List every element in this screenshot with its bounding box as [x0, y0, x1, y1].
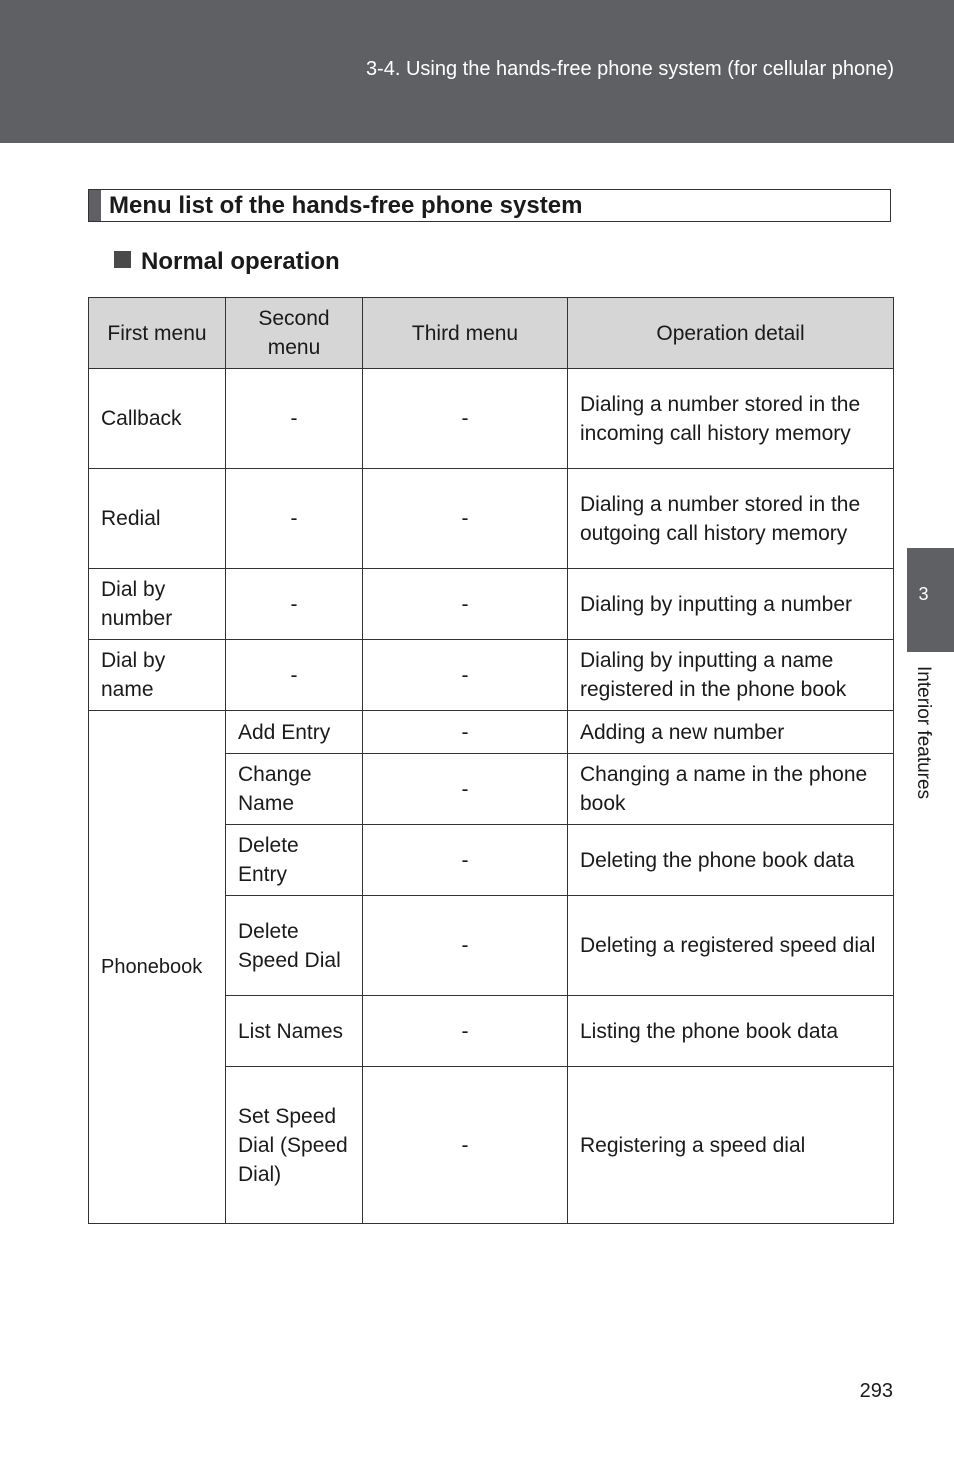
third-menu-cell: - [363, 640, 568, 711]
column-header-operation-detail: Operation detail [568, 298, 894, 369]
operation-detail-cell: Adding a new number [568, 711, 894, 754]
operation-detail-cell: Dialing a number stored in the outgoing call history memory [568, 469, 894, 569]
first-menu-cell: Callback [89, 369, 226, 469]
column-header-third-menu: Third menu [363, 298, 568, 369]
operation-detail-cell: Deleting the phone book data [568, 825, 894, 896]
first-menu-cell: Dial by number [89, 569, 226, 640]
second-menu-cell: Change Name [226, 754, 363, 825]
second-menu-cell: List Names [226, 996, 363, 1067]
third-menu-cell: - [363, 1067, 568, 1224]
table-row [89, 711, 894, 754]
first-menu-cell-phonebook: Phonebook [89, 711, 226, 1224]
third-menu-cell: - [363, 825, 568, 896]
section-heading-box [88, 189, 891, 222]
column-header-first-menu: First menu [89, 298, 226, 369]
second-menu-cell: Set Speed Dial (Speed Dial) [226, 1067, 363, 1224]
second-menu-cell: Delete Speed Dial [226, 896, 363, 996]
square-bullet-icon [114, 251, 131, 268]
operation-detail-cell: Registering a speed dial [568, 1067, 894, 1224]
chapter-number: 3 [918, 584, 929, 604]
table-row [89, 569, 894, 640]
second-menu-cell: - [226, 469, 363, 569]
section-title: Menu list of the hands-free phone system [109, 192, 583, 219]
chapter-tab-label: Interior features [913, 666, 934, 800]
operation-detail-cell: Dialing by inputting a name registered in the phone book [568, 640, 894, 711]
third-menu-cell: - [363, 369, 568, 469]
third-menu-cell: - [363, 996, 568, 1067]
chapter-tab [907, 548, 954, 652]
second-menu-cell: - [226, 369, 363, 469]
table-header-row [89, 298, 894, 369]
second-menu-cell: - [226, 640, 363, 711]
operation-detail-cell: Dialing a number stored in the incoming call history memory [568, 369, 894, 469]
section-accent-bar [89, 190, 101, 221]
subheading [114, 246, 340, 278]
second-menu-cell: Delete Entry [226, 825, 363, 896]
operation-detail-cell: Deleting a registered speed dial [568, 896, 894, 996]
operation-detail-cell: Dialing by inputting a number [568, 569, 894, 640]
page-number: 293 [859, 1380, 893, 1402]
first-menu-cell: Redial [89, 469, 226, 569]
third-menu-cell: - [363, 896, 568, 996]
first-menu-cell: Dial by name [89, 640, 226, 711]
third-menu-cell: - [363, 711, 568, 754]
operation-detail-cell: Changing a name in the phone book [568, 754, 894, 825]
third-menu-cell: - [363, 754, 568, 825]
column-header-second-menu: Second menu [226, 298, 363, 369]
second-menu-cell: - [226, 569, 363, 640]
table-row [89, 369, 894, 469]
menu-list-table [88, 297, 894, 1224]
table-row [89, 469, 894, 569]
chapter-heading: 3-4. Using the hands-free phone system (for cellular phone) [365, 58, 894, 80]
table-row [89, 640, 894, 711]
operation-detail-cell: Listing the phone book data [568, 996, 894, 1067]
third-menu-cell: - [363, 569, 568, 640]
page-header [0, 0, 954, 143]
third-menu-cell: - [363, 469, 568, 569]
second-menu-cell: Add Entry [226, 711, 363, 754]
subheading-text: Normal operation [141, 248, 340, 275]
